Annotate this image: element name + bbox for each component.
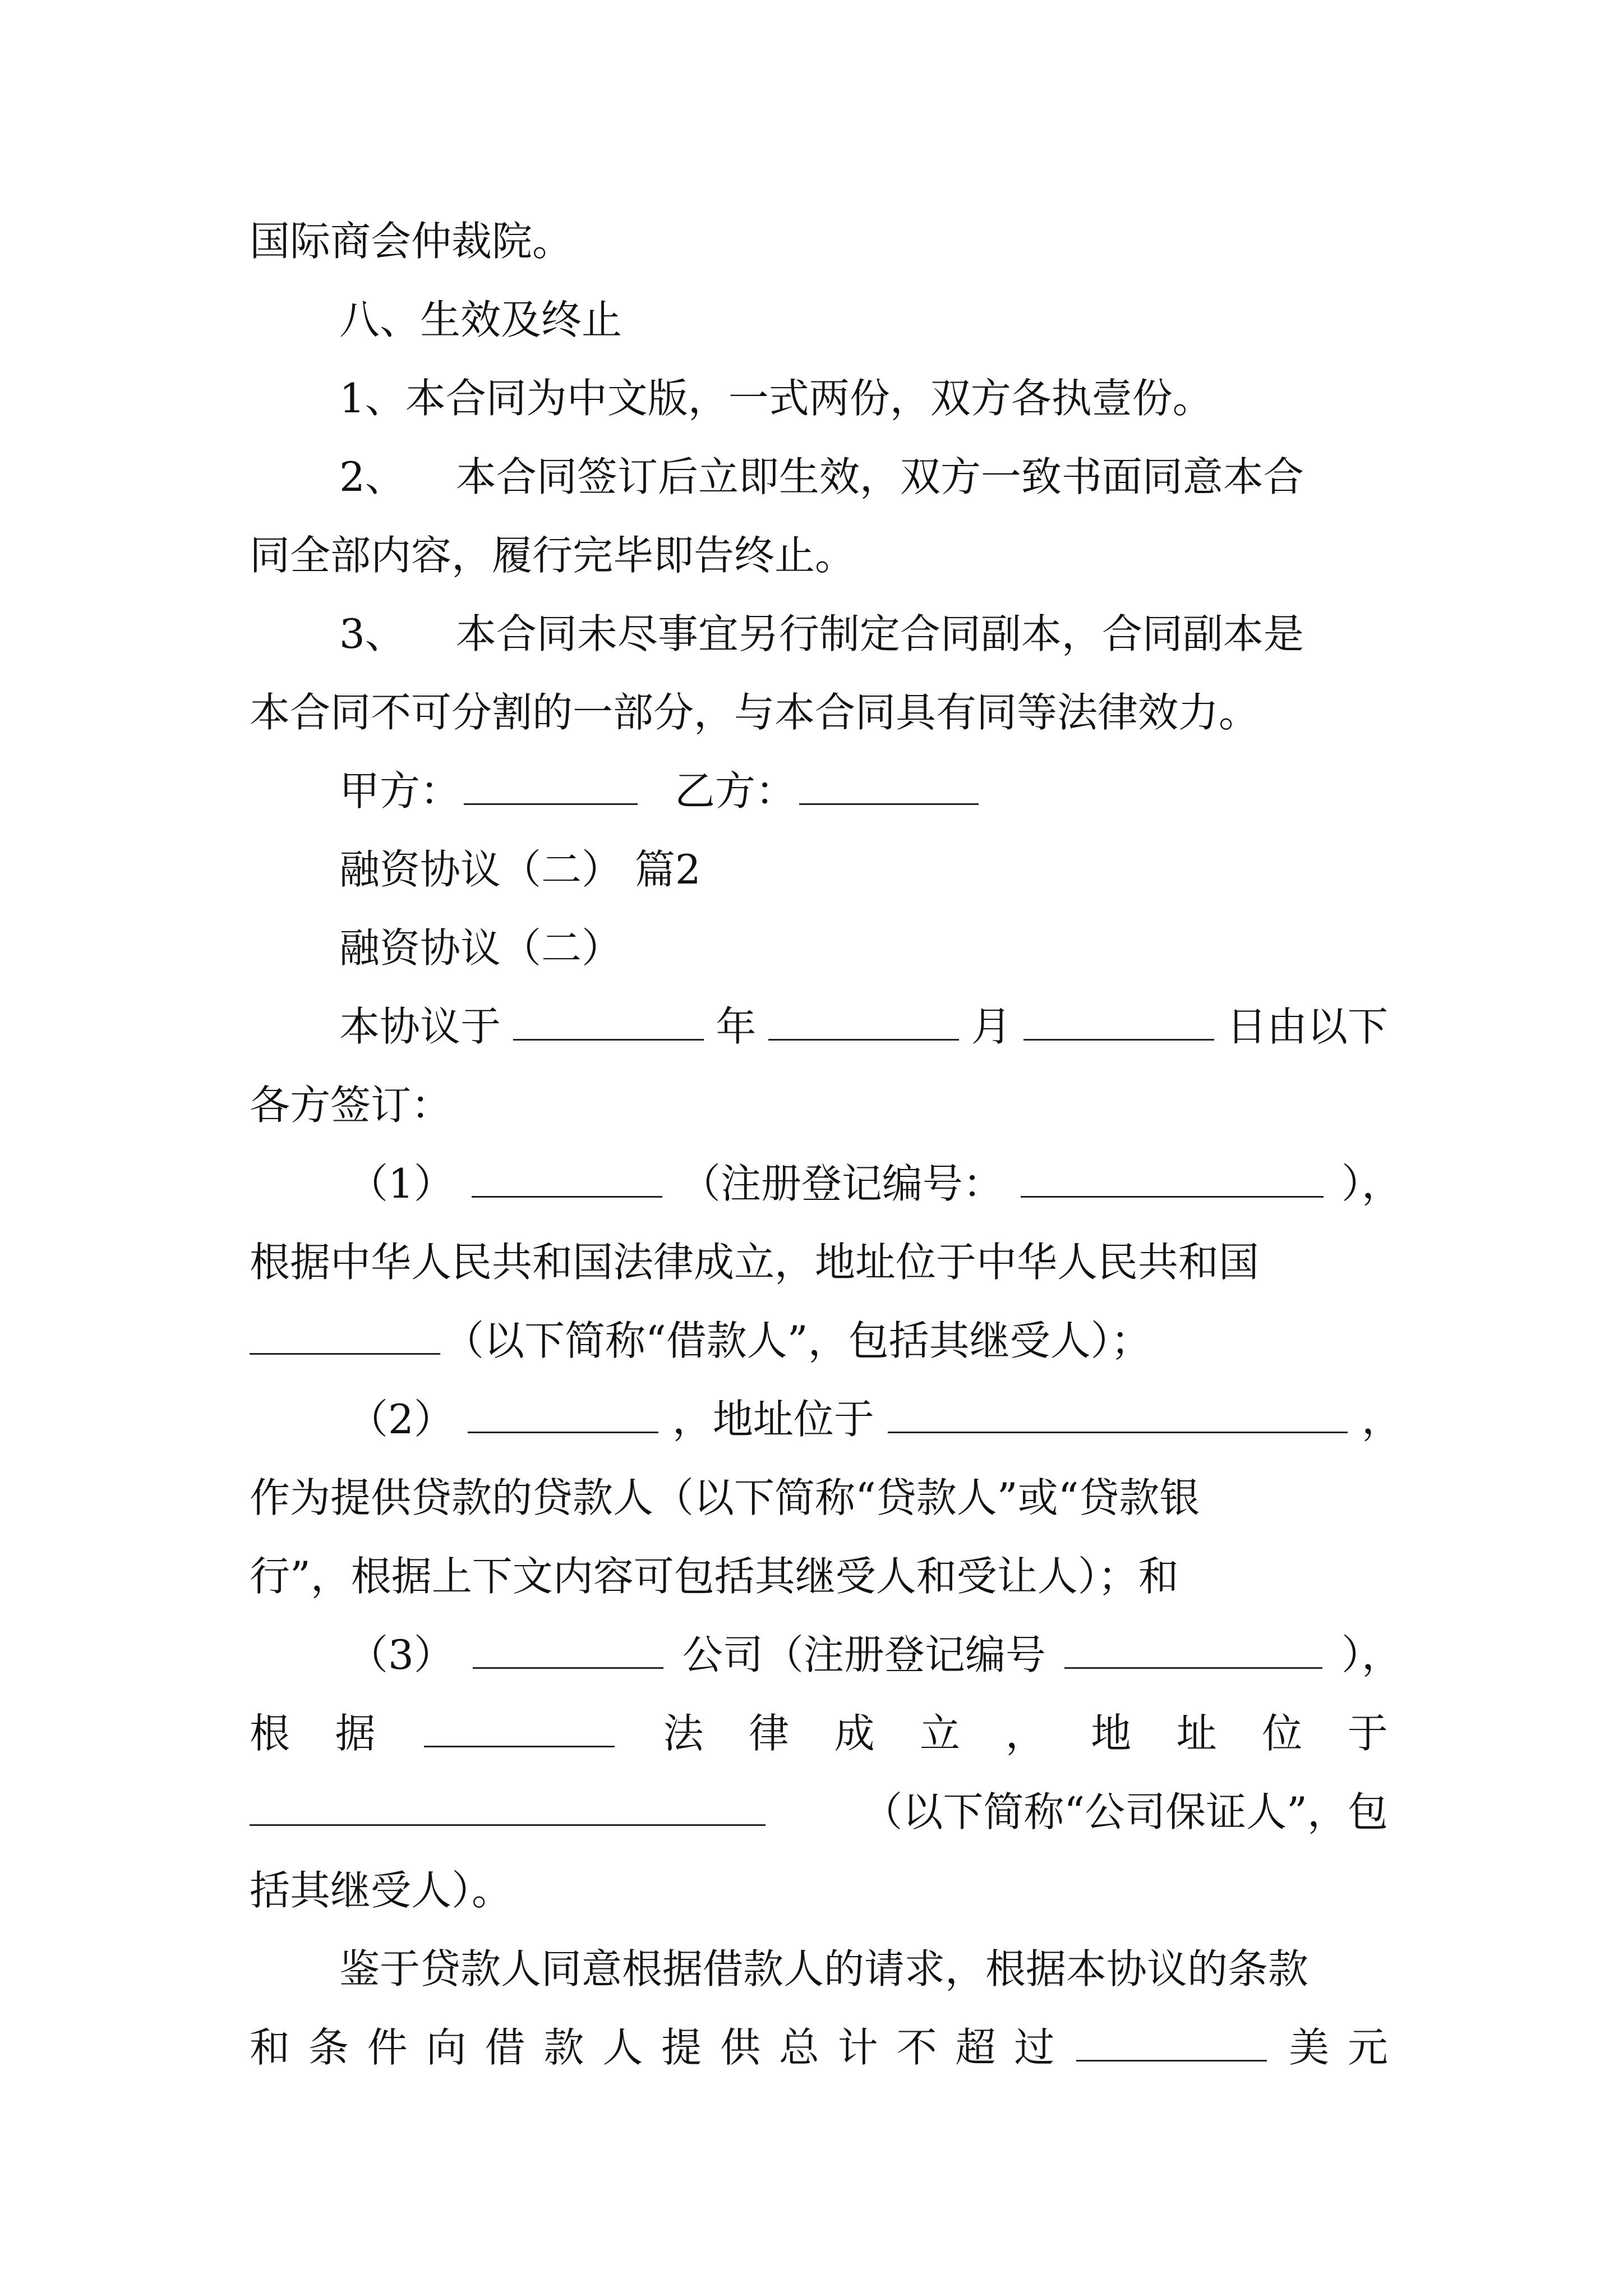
clause-number: 3、 bbox=[339, 610, 405, 657]
char: 总 bbox=[778, 2024, 819, 2071]
lender-name-blank bbox=[468, 1397, 658, 1433]
text-line: 作为提供贷款的贷款人（以下简称“贷款人”或“贷款银 bbox=[250, 1474, 1200, 1521]
text-segment: ）， bbox=[1341, 1160, 1402, 1207]
text-segment: ， bbox=[1361, 1396, 1402, 1443]
char: 据 bbox=[335, 1710, 376, 1757]
recital-line: 鉴于贷款人同意根据借款人的请求，根据本协议的条款 bbox=[339, 1945, 1309, 1993]
text-segment: （1） bbox=[348, 1160, 454, 1207]
char: 超 bbox=[955, 2024, 996, 2071]
char: 和 bbox=[250, 2024, 291, 2071]
text-line: 本合同不可分割的一部分，与本合同具有同等法律效力。 bbox=[250, 689, 1260, 736]
text-segment: 本协议于 bbox=[339, 1003, 501, 1050]
text-line: 国际商会仲裁院。 bbox=[250, 218, 573, 265]
char: 根 bbox=[250, 1710, 291, 1757]
char: 条 bbox=[308, 2024, 349, 2071]
text-segment: ）， bbox=[1341, 1631, 1402, 1678]
text-segment: ，地址位于 bbox=[672, 1396, 874, 1443]
char: 借 bbox=[485, 2024, 525, 2071]
char: 律 bbox=[749, 1710, 790, 1757]
text-line: 行”，根据上下文内容可包括其继受人和受让人）；和 bbox=[250, 1553, 1179, 1600]
spaced-line bbox=[250, 1703, 1388, 1764]
address-blank bbox=[250, 1318, 440, 1355]
char: 址 bbox=[1176, 1710, 1217, 1757]
party-3-line bbox=[348, 1624, 1402, 1686]
text-line: 同全部内容，履行完毕即告终止。 bbox=[250, 532, 856, 579]
char: 成 bbox=[834, 1710, 875, 1757]
party-1-line bbox=[348, 1153, 1402, 1214]
borrower-name-blank bbox=[472, 1161, 662, 1198]
char: 款 bbox=[543, 2024, 584, 2071]
char: 件 bbox=[367, 2024, 408, 2071]
text-line: 各方签订： bbox=[250, 1082, 452, 1129]
char: ， bbox=[1005, 1710, 1046, 1757]
party-a-blank bbox=[464, 769, 638, 805]
text-segment: （以下简称“公司保证人”，包 bbox=[862, 1788, 1388, 1835]
clause-number: 2、 bbox=[339, 453, 405, 500]
text-line: 括其继受人）。 bbox=[250, 1867, 513, 1914]
registration-no-blank bbox=[1021, 1161, 1324, 1198]
party-2-line bbox=[348, 1388, 1402, 1450]
char: 人 bbox=[602, 2024, 643, 2071]
clause-3 bbox=[339, 603, 1388, 665]
char: 不 bbox=[896, 2024, 937, 2071]
guarantor-address-blank bbox=[250, 1789, 766, 1826]
text-segment: （以下简称“借款人”，包括其继受人）； bbox=[444, 1317, 1151, 1364]
date-line bbox=[339, 996, 1388, 1057]
text-segment: 公司（注册登记编号 bbox=[682, 1631, 1046, 1678]
clause-1: 1、本合同为中文版，一式两份，双方各执壹份。 bbox=[339, 375, 1213, 422]
char: 元 bbox=[1347, 2024, 1388, 2071]
char: 法 bbox=[663, 1710, 704, 1757]
month-blank bbox=[768, 1004, 959, 1041]
spaced-line bbox=[250, 2017, 1388, 2078]
guarantor-registration-blank bbox=[1064, 1632, 1322, 1669]
char: 立 bbox=[920, 1710, 961, 1757]
party-b-label: 乙方： bbox=[675, 767, 796, 815]
lender-address-blank bbox=[888, 1397, 1348, 1433]
text-segment: 月 bbox=[971, 1003, 1012, 1050]
text-line bbox=[250, 1781, 1388, 1843]
clause-text: 本合同未尽事宜另行制定合同副本，合同副本是 bbox=[455, 610, 1304, 657]
section-title: 融资协议（二） 篇2 bbox=[339, 846, 701, 893]
text-segment: （注册登记编号： bbox=[680, 1160, 1003, 1207]
signature-line bbox=[339, 760, 1388, 822]
clause-text: 本合同签订后立即生效，双方一致书面同意本合 bbox=[455, 453, 1304, 500]
char: 于 bbox=[1347, 1710, 1388, 1757]
party-b-blank bbox=[799, 769, 979, 805]
text-segment: 日由以下 bbox=[1226, 1003, 1388, 1050]
char: 过 bbox=[1014, 2024, 1055, 2071]
day-blank bbox=[1023, 1004, 1214, 1041]
text-line bbox=[250, 1310, 1388, 1372]
text-segment: （3） bbox=[348, 1631, 454, 1678]
char: 供 bbox=[720, 2024, 761, 2071]
year-blank bbox=[513, 1004, 704, 1041]
char: 位 bbox=[1262, 1710, 1303, 1757]
char: 向 bbox=[426, 2024, 467, 2071]
text-line: 根据中华人民共和国法律成立，地址位于中华人民共和国 bbox=[250, 1239, 1260, 1286]
text-segment: 年 bbox=[716, 1003, 757, 1050]
section-heading: 八、生效及终止 bbox=[339, 296, 623, 343]
guarantor-name-blank bbox=[473, 1632, 663, 1669]
char: 计 bbox=[837, 2024, 878, 2071]
char: 提 bbox=[661, 2024, 702, 2071]
agreement-title: 融资协议（二） bbox=[339, 924, 623, 972]
amount-blank bbox=[1076, 2025, 1267, 2062]
char: 地 bbox=[1091, 1710, 1132, 1757]
party-a-label: 甲方： bbox=[339, 767, 461, 815]
text-segment: （2） bbox=[348, 1396, 454, 1443]
jurisdiction-blank bbox=[424, 1711, 615, 1747]
clause-2 bbox=[339, 446, 1388, 508]
char: 美 bbox=[1289, 2024, 1330, 2071]
